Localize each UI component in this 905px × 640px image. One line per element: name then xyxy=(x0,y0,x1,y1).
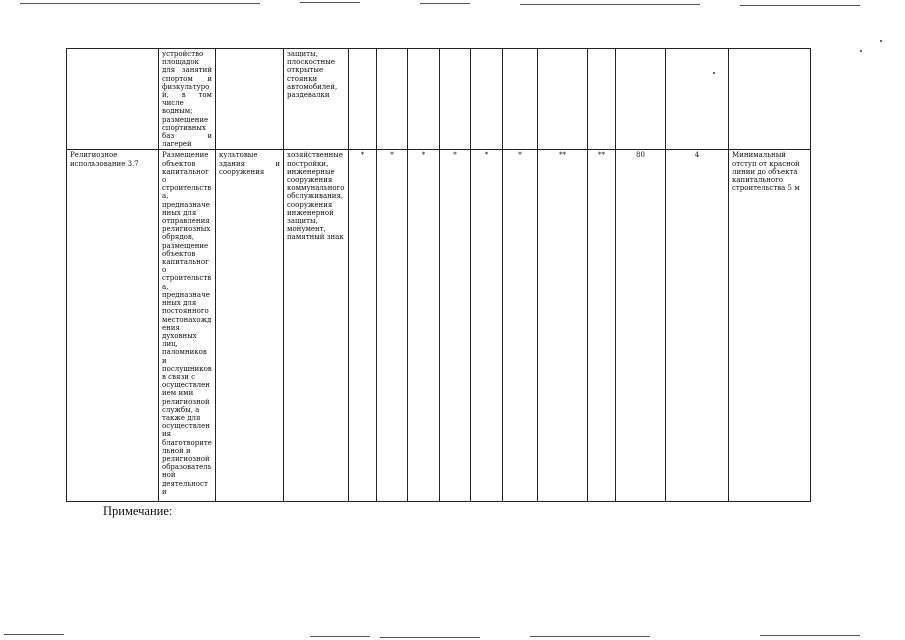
cell-use-name xyxy=(67,49,159,150)
scan-artifact-line xyxy=(420,3,470,4)
cell-auxiliary-objects: хозяйственные постройки, инженерные сооружения коммунального обслуживания, сооружения инженерной защиты, монумент, памятный знак xyxy=(284,150,349,502)
cell-empty xyxy=(440,49,471,150)
cell-empty xyxy=(377,49,408,150)
cell-mark: * xyxy=(349,150,377,502)
cell-empty xyxy=(538,49,588,150)
cell-empty xyxy=(729,49,811,150)
scan-speck xyxy=(880,40,882,42)
cell-auxiliary-objects: защиты, плоскостные открытые стоянки автомобилей, раздевалки xyxy=(284,49,349,150)
zoning-regulations-table xyxy=(66,48,811,502)
cell-use-name: Религиозное использование 3.7 xyxy=(67,150,159,502)
cell-mark: * xyxy=(471,150,503,502)
cell-mark: * xyxy=(503,150,538,502)
scan-artifact-line xyxy=(740,5,860,6)
scan-artifact-line xyxy=(380,637,480,638)
cell-empty xyxy=(503,49,538,150)
cell-main-objects: культовые здания и сооружения xyxy=(216,150,284,502)
cell-mark: ** xyxy=(538,150,588,502)
cell-empty xyxy=(349,49,377,150)
scan-speck xyxy=(860,50,862,52)
cell-mark: ** xyxy=(588,150,616,502)
cell-empty xyxy=(408,49,440,150)
scan-artifact-line xyxy=(20,3,260,4)
cell-use-description: Размещение объектов капитального строительства, предназначенных для отправления религиозных обрядов, размещение объектов капитального строительства, предназначенных для постоянного местонахождения духовных лиц, паломников и послушников в связи с осуществлением ими религиозной службы, а также для осуществления благотворительной и религиозной образовательной деятельности xyxy=(159,150,216,502)
cell-floors: 4 xyxy=(666,150,729,502)
scan-artifact-line xyxy=(300,2,360,3)
scan-artifact-line xyxy=(760,635,860,636)
cell-mark: * xyxy=(377,150,408,502)
cell-building-percent: 80 xyxy=(616,150,666,502)
cell-mark: * xyxy=(440,150,471,502)
cell-main-objects xyxy=(216,49,284,150)
note-label: Примечание: xyxy=(103,504,173,518)
scan-artifact-line xyxy=(310,636,370,637)
scan-artifact-line xyxy=(530,636,650,637)
cell-empty xyxy=(471,49,503,150)
cell-empty xyxy=(666,49,729,150)
cell-use-description: устройство площадок для занятий спортом и физкультурой, в том числе водным; размещение спортивных баз и лагерей xyxy=(159,49,216,150)
scan-artifact-line xyxy=(520,4,700,5)
table-row xyxy=(67,150,811,502)
cell-empty xyxy=(616,49,666,150)
cell-empty xyxy=(588,49,616,150)
scan-artifact-line xyxy=(4,634,64,635)
cell-note: Минимальный отступ от красной линии до объекта капитального строительства 5 м xyxy=(729,150,811,502)
table-row xyxy=(67,49,811,150)
cell-mark: * xyxy=(408,150,440,502)
